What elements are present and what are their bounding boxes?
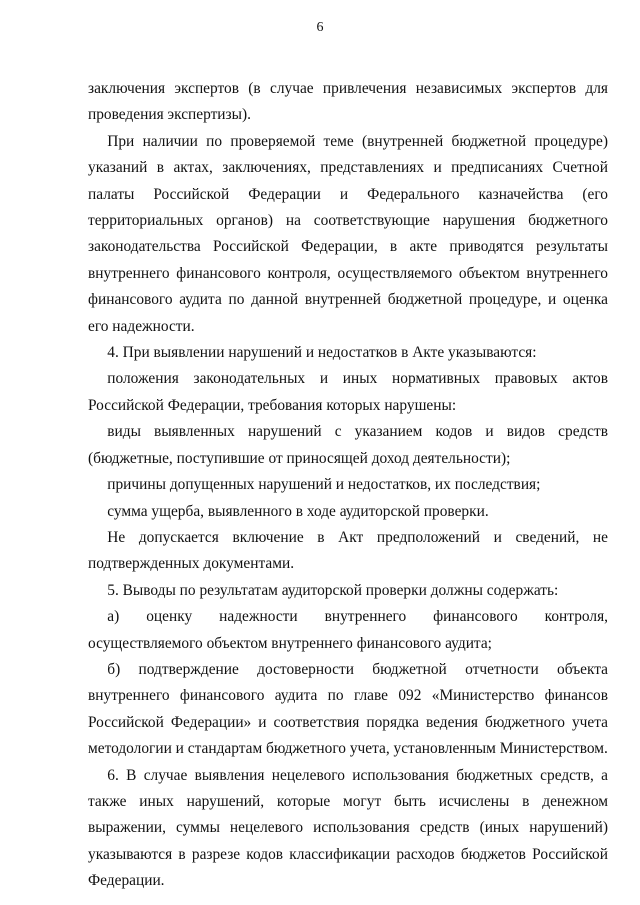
paragraph-7: сумма ущерба, выявленного в ходе аудиторской проверки. (107, 502, 489, 520)
document-body (88, 76, 608, 895)
paragraph-8: Не допускается включение в Акт предположений и сведений, не подтвержденных документами. (88, 528, 608, 573)
page-number: 6 (316, 20, 324, 35)
paragraph-3: 4. При выявлении нарушений и недостатков в Акте указываются: (107, 344, 537, 362)
paragraph-1: заключения экспертов (в случае привлечения независимых экспертов для проведения экспертизы). (88, 80, 608, 124)
paragraph-6: причины допущенных нарушений и недостатков, их последствия; (107, 476, 541, 494)
paragraph-4: положения законодательных и иных нормативных правовых актов Российской Федерации, требования которых нарушены: (88, 370, 608, 414)
paragraph-9: 5. Выводы по результатам аудиторской проверки должны содержать: (107, 581, 559, 599)
paragraph-12: 6. В случае выявления нецелевого использования бюджетных средств, а также иных нарушений, которые могут быть исчислены в денежном выражении, суммы нецелевого использования средств (иных нарушений) указываются в разрезе кодов классификации расходов бюджетов Российской Федерации. (88, 766, 608, 890)
paragraph-2: При наличии по проверяемой теме (внутренней бюджетной процедуре) указаний в актах, заключениях, представлениях и предписаниях Счетной палаты Российской Федерации и Федерального казначейства (его территориальных органов) на соответствующие нарушения бюджетного законодательства Российской Федерации, в акте приводятся результаты внутреннего финансового контроля, осуществляемого объектом внутреннего финансового аудита по данной внутренней бюджетной процедуре, и оценка его надежности. (88, 132, 608, 335)
paragraph-11: б) подтверждение достоверности бюджетной отчетности объекта внутреннего финансового аудита по главе 092 «Министерство финансов Российской Федерации» и соответствия порядка ведения бюджетного учета методологии и стандартам бюджетного учета, установленным Министерством. (88, 660, 608, 758)
paragraph-5: виды выявленных нарушений с указанием кодов и видов средств (бюджетные, поступившие от приносящей доход деятельности); (88, 423, 608, 467)
paragraph-10: а) оценку надежности внутреннего финансового контроля, осуществляемого объектом внутреннего финансового аудита; (88, 608, 608, 652)
